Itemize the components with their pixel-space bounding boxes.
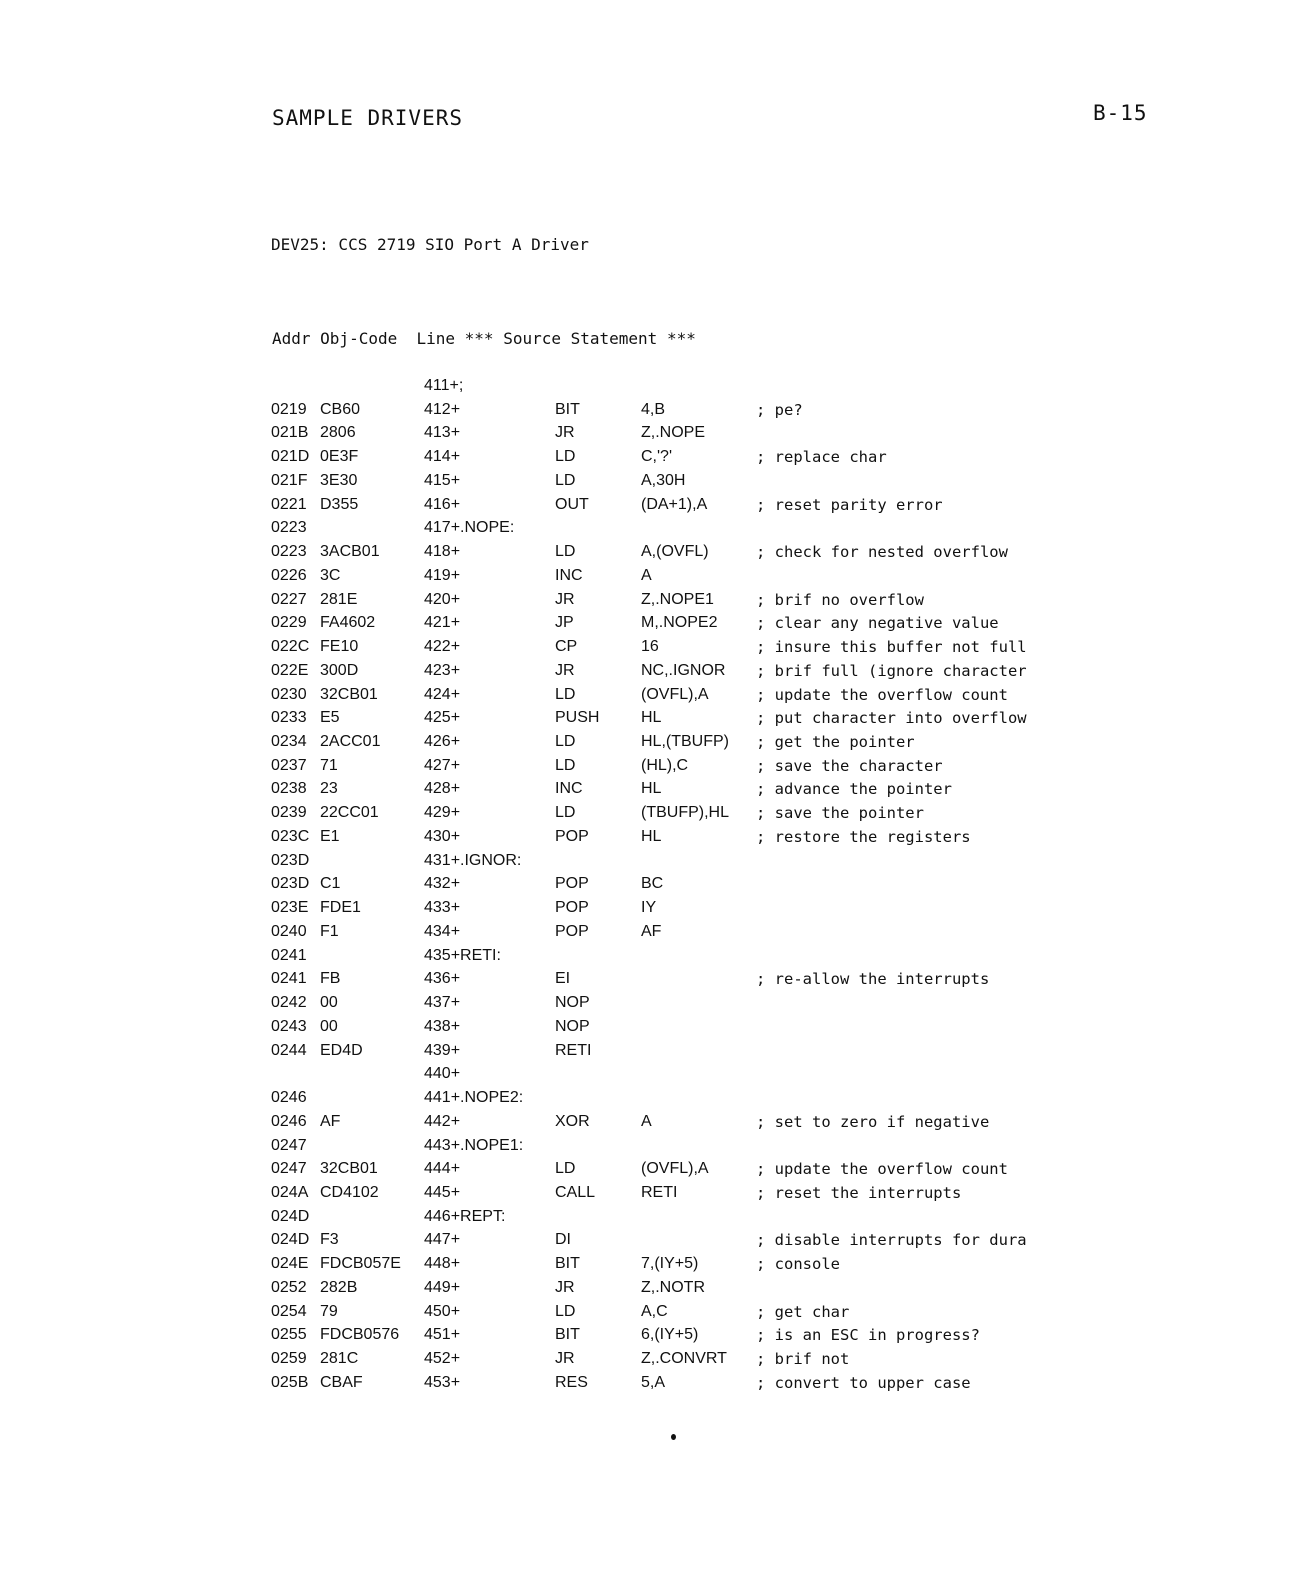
row-address: 0238	[271, 780, 307, 798]
listing-row	[271, 733, 1051, 757]
row-object-code: F3	[320, 1231, 339, 1249]
row-opcode: INC	[555, 566, 583, 584]
row-object-code: 3ACB01	[320, 543, 380, 561]
row-object-code: FDCB0576	[320, 1326, 400, 1344]
row-object-code: AF	[320, 1112, 341, 1130]
row-line-number: 415+	[424, 471, 461, 489]
row-comment: ; save the character	[756, 756, 943, 775]
listing-row	[271, 1208, 1051, 1232]
row-address: 0241	[271, 946, 307, 964]
row-opcode: DI	[555, 1231, 571, 1249]
row-object-code: CD4102	[320, 1183, 379, 1201]
row-comment: ; update the overflow count	[756, 1160, 1008, 1179]
listing-row	[271, 638, 1051, 662]
row-object-code: 3E30	[320, 471, 358, 489]
row-object-code: FDCB057E	[320, 1255, 401, 1273]
listing-row	[271, 1113, 1051, 1137]
row-opcode: LD	[555, 448, 576, 466]
row-address: 024D	[271, 1207, 310, 1225]
row-operand: A,30H	[641, 471, 686, 489]
row-object-code: F1	[320, 922, 339, 940]
row-comment: ; convert to upper case	[756, 1373, 971, 1392]
row-object-code: FB	[320, 970, 341, 988]
row-object-code: 300D	[320, 661, 359, 679]
row-object-code: 281E	[320, 590, 358, 608]
row-line-number: 411+;	[424, 377, 464, 394]
row-operand: HL	[641, 780, 662, 798]
row-operand: HL	[641, 827, 662, 845]
row-line-number: 440+	[424, 1065, 461, 1083]
row-comment: ; brif full (ignore character	[756, 661, 1027, 680]
listing-row	[271, 1042, 1051, 1066]
row-opcode: LD	[555, 1302, 576, 1320]
row-line-number: 427+	[424, 756, 461, 774]
row-address: 023E	[271, 899, 309, 917]
row-line-number: 426+	[424, 733, 461, 751]
row-comment: ; brif no overflow	[756, 590, 924, 609]
row-opcode: EI	[555, 970, 571, 988]
listing-row	[271, 1018, 1051, 1042]
listing-row	[271, 1350, 1051, 1374]
row-object-code: CBAF	[320, 1373, 363, 1391]
row-operand: 16	[641, 638, 659, 656]
row-operand: Z,.CONVRT	[641, 1350, 727, 1368]
row-operand: Z,.NOTR	[641, 1278, 705, 1296]
row-comment: ; brif not	[756, 1350, 850, 1369]
row-address: 022C	[271, 638, 310, 656]
row-operand: BC	[641, 875, 664, 893]
row-line-number: 450+	[424, 1302, 461, 1320]
row-line-number: 434+	[424, 922, 461, 940]
row-address: 021B	[271, 424, 309, 442]
row-operand: (DA+1),A	[641, 495, 708, 513]
row-operand: 6,(IY+5)	[641, 1326, 699, 1344]
row-line-number: 437+	[424, 994, 461, 1012]
row-address: 0255	[271, 1326, 307, 1344]
listing-row	[271, 472, 1051, 496]
row-address: 0243	[271, 1017, 307, 1035]
row-object-code: 32CB01	[320, 685, 378, 703]
row-opcode: JR	[555, 661, 575, 679]
listing-row	[271, 852, 1051, 876]
row-operand: 4,B	[641, 400, 666, 418]
row-comment: ; check for nested overflow	[756, 543, 1008, 562]
row-address: 023D	[271, 875, 310, 893]
row-address: 0259	[271, 1350, 307, 1368]
row-line-number: 420+	[424, 590, 461, 608]
row-line-number: 447+	[424, 1231, 461, 1249]
assembly-listing	[271, 377, 1051, 1398]
listing-row	[271, 591, 1051, 615]
row-operand: Z,.NOPE1	[641, 590, 714, 608]
listing-row	[271, 567, 1051, 591]
row-comment: ; disable interrupts for dura	[756, 1231, 1027, 1250]
row-opcode: BIT	[555, 400, 580, 418]
listing-row	[271, 1160, 1051, 1184]
row-comment: ; reset parity error	[756, 495, 943, 514]
row-opcode: JR	[555, 1350, 575, 1368]
row-opcode: RES	[555, 1373, 588, 1391]
row-line-number: 431+.IGNOR:	[424, 851, 522, 869]
row-line-number: 438+	[424, 1017, 461, 1035]
row-line-number: 445+	[424, 1183, 461, 1201]
row-opcode: BIT	[555, 1326, 580, 1344]
row-object-code: ED4D	[320, 1041, 363, 1059]
row-address: 0230	[271, 685, 307, 703]
listing-row	[271, 401, 1051, 425]
listing-row	[271, 1255, 1051, 1279]
row-opcode: JR	[555, 1278, 575, 1296]
listing-row	[271, 1137, 1051, 1161]
row-address: 0226	[271, 566, 307, 584]
row-opcode: LD	[555, 756, 576, 774]
row-object-code: 32CB01	[320, 1160, 378, 1178]
listing-row	[271, 1303, 1051, 1327]
row-object-code: FDE1	[320, 899, 361, 917]
listing-row	[271, 780, 1051, 804]
row-address: 0234	[271, 733, 307, 751]
row-operand: AF	[641, 922, 662, 940]
row-opcode: OUT	[555, 495, 589, 513]
listing-row	[271, 686, 1051, 710]
row-comment: ; set to zero if negative	[756, 1112, 990, 1131]
row-opcode: LD	[555, 471, 576, 489]
row-opcode: XOR	[555, 1112, 590, 1130]
row-opcode: LD	[555, 733, 576, 751]
page-number: B-15	[1093, 101, 1148, 125]
row-operand: (TBUFP),HL	[641, 804, 729, 822]
row-operand: A,C	[641, 1302, 668, 1320]
row-line-number: 441+.NOPE2:	[424, 1089, 524, 1107]
row-line-number: 413+	[424, 424, 461, 442]
row-line-number: 432+	[424, 875, 461, 893]
listing-row	[271, 424, 1051, 448]
row-line-number: 433+	[424, 899, 461, 917]
row-object-code: E5	[320, 709, 340, 727]
row-object-code: FA4602	[320, 614, 376, 632]
row-opcode: LD	[555, 543, 576, 561]
listing-row	[271, 448, 1051, 472]
row-line-number: 417+.NOPE:	[424, 519, 515, 537]
row-address: 022E	[271, 661, 309, 679]
row-address: 0233	[271, 709, 307, 727]
row-opcode: JP	[555, 614, 574, 632]
row-address: 0244	[271, 1041, 307, 1059]
row-object-code: E1	[320, 827, 340, 845]
listing-row	[271, 1231, 1051, 1255]
row-line-number: 439+	[424, 1041, 461, 1059]
row-comment: ; console	[756, 1255, 840, 1274]
page-mark	[671, 1434, 676, 1440]
section-title: SAMPLE DRIVERS	[272, 106, 464, 130]
row-opcode: LD	[555, 1160, 576, 1178]
row-comment: ; is an ESC in progress?	[756, 1326, 980, 1345]
row-address: 0252	[271, 1278, 307, 1296]
row-opcode: PUSH	[555, 709, 600, 727]
row-address: 0254	[271, 1302, 307, 1320]
row-line-number: 430+	[424, 827, 461, 845]
row-opcode: JR	[555, 424, 575, 442]
row-operand: A	[641, 1112, 652, 1130]
row-comment: ; get the pointer	[756, 733, 915, 752]
row-comment: ; replace char	[756, 448, 887, 467]
listing-row	[271, 1065, 1051, 1089]
row-line-number: 449+	[424, 1278, 461, 1296]
row-address: 0223	[271, 543, 307, 561]
row-operand: RETI	[641, 1183, 678, 1201]
row-address: 024A	[271, 1183, 309, 1201]
row-comment: ; update the overflow count	[756, 685, 1008, 704]
driver-title: DEV25: CCS 2719 SIO Port A Driver	[271, 235, 589, 254]
listing-row	[271, 1279, 1051, 1303]
row-object-code: C1	[320, 875, 341, 893]
row-operand: (OVFL),A	[641, 1160, 709, 1178]
row-line-number: 448+	[424, 1255, 461, 1273]
row-object-code: 71	[320, 756, 338, 774]
row-opcode: POP	[555, 922, 589, 940]
listing-row	[271, 757, 1051, 781]
row-address: 024E	[271, 1255, 309, 1273]
row-object-code: 23	[320, 780, 338, 798]
row-line-number: 428+	[424, 780, 461, 798]
row-line-number: 421+	[424, 614, 461, 632]
row-line-number: 425+	[424, 709, 461, 727]
row-line-number: 452+	[424, 1350, 461, 1368]
row-opcode: CALL	[555, 1183, 596, 1201]
listing-row	[271, 662, 1051, 686]
row-opcode: LD	[555, 685, 576, 703]
row-line-number: 436+	[424, 970, 461, 988]
row-operand: (OVFL),A	[641, 685, 709, 703]
row-opcode: POP	[555, 875, 589, 893]
row-operand: NC,.IGNOR	[641, 661, 726, 679]
row-comment: ; save the pointer	[756, 804, 924, 823]
row-object-code: 281C	[320, 1350, 359, 1368]
row-operand: M,.NOPE2	[641, 614, 718, 632]
row-address: 021D	[271, 448, 310, 466]
row-line-number: 446+REPT:	[424, 1207, 506, 1225]
row-opcode: INC	[555, 780, 583, 798]
row-address: 0247	[271, 1160, 307, 1178]
row-line-number: 419+	[424, 566, 461, 584]
row-address: 0223	[271, 519, 307, 537]
listing-row	[271, 709, 1051, 733]
row-operand: A	[641, 566, 652, 584]
row-object-code: 22CC01	[320, 804, 379, 822]
row-line-number: 451+	[424, 1326, 461, 1344]
listing-row	[271, 970, 1051, 994]
row-address: 0240	[271, 922, 307, 940]
row-object-code: 00	[320, 1017, 338, 1035]
row-address: 0247	[271, 1136, 307, 1154]
row-opcode: NOP	[555, 994, 590, 1012]
listing-row	[271, 947, 1051, 971]
listing-row	[271, 994, 1051, 1018]
row-comment: ; pe?	[756, 400, 803, 419]
row-address: 023D	[271, 851, 310, 869]
row-operand: 7,(IY+5)	[641, 1255, 699, 1273]
row-opcode: POP	[555, 827, 589, 845]
row-address: 0241	[271, 970, 307, 988]
listing-column-header: Addr Obj-Code Line *** Source Statement ***	[272, 329, 696, 348]
row-comment: ; advance the pointer	[756, 780, 952, 799]
row-opcode: JR	[555, 590, 575, 608]
row-line-number: 429+	[424, 804, 461, 822]
row-comment: ; clear any negative value	[756, 614, 999, 633]
row-line-number: 422+	[424, 638, 461, 656]
row-line-number: 412+	[424, 400, 461, 418]
row-address: 021F	[271, 471, 308, 489]
row-operand: HL,(TBUFP)	[641, 733, 729, 751]
row-line-number: 424+	[424, 685, 461, 703]
row-address: 0237	[271, 756, 307, 774]
row-operand: 5,A	[641, 1373, 666, 1391]
row-comment: ; insure this buffer not full	[756, 638, 1027, 657]
row-line-number: 414+	[424, 448, 461, 466]
row-object-code: CB60	[320, 400, 361, 418]
row-line-number: 418+	[424, 543, 461, 561]
row-operand: (HL),C	[641, 756, 689, 774]
listing-row	[271, 804, 1051, 828]
row-line-number: 444+	[424, 1160, 461, 1178]
row-line-number: 442+	[424, 1112, 461, 1130]
row-operand: A,(OVFL)	[641, 543, 709, 561]
listing-row	[271, 875, 1051, 899]
row-line-number: 423+	[424, 661, 461, 679]
row-address: 025B	[271, 1373, 309, 1391]
row-object-code: 0E3F	[320, 448, 359, 466]
row-object-code: 3C	[320, 566, 341, 584]
row-address: 0239	[271, 804, 307, 822]
row-object-code: 00	[320, 994, 338, 1012]
row-operand: IY	[641, 899, 657, 917]
row-object-code: 2ACC01	[320, 733, 381, 751]
row-comment: ; re-allow the interrupts	[756, 970, 990, 989]
row-opcode: BIT	[555, 1255, 580, 1273]
row-object-code: FE10	[320, 638, 359, 656]
row-line-number: 453+	[424, 1373, 461, 1391]
row-comment: ; put character into overflow	[756, 709, 1027, 728]
row-address: 0219	[271, 400, 307, 418]
row-operand: C,'?'	[641, 448, 673, 466]
row-object-code: 282B	[320, 1278, 358, 1296]
listing-row	[271, 1326, 1051, 1350]
listing-row	[271, 519, 1051, 543]
row-line-number: 443+.NOPE1:	[424, 1136, 524, 1154]
row-line-number: 416+	[424, 495, 461, 513]
row-address: 024D	[271, 1231, 310, 1249]
listing-row	[271, 923, 1051, 947]
row-address: 0242	[271, 994, 307, 1012]
row-object-code: D355	[320, 495, 359, 513]
row-address: 0229	[271, 614, 307, 632]
listing-row	[271, 1374, 1051, 1398]
row-address: 0246	[271, 1089, 307, 1107]
listing-row	[271, 496, 1051, 520]
row-comment: ; reset the interrupts	[756, 1183, 962, 1202]
row-comment: ; restore the registers	[756, 827, 971, 846]
listing-row	[271, 1089, 1051, 1113]
row-opcode: RETI	[555, 1041, 592, 1059]
row-opcode: NOP	[555, 1017, 590, 1035]
listing-row	[271, 899, 1051, 923]
row-object-code: 79	[320, 1302, 338, 1320]
row-object-code: 2806	[320, 424, 356, 442]
listing-row	[271, 377, 1051, 401]
row-comment: ; get char	[756, 1302, 850, 1321]
row-operand: HL	[641, 709, 662, 727]
listing-row	[271, 614, 1051, 638]
listing-row	[271, 1184, 1051, 1208]
row-opcode: CP	[555, 638, 578, 656]
listing-row	[271, 828, 1051, 852]
row-address: 0227	[271, 590, 307, 608]
row-line-number: 435+RETI:	[424, 946, 501, 964]
row-opcode: POP	[555, 899, 589, 917]
listing-row	[271, 543, 1051, 567]
row-address: 0246	[271, 1112, 307, 1130]
row-address: 0221	[271, 495, 307, 513]
row-opcode: LD	[555, 804, 576, 822]
row-operand: Z,.NOPE	[641, 424, 706, 442]
row-address: 023C	[271, 827, 310, 845]
